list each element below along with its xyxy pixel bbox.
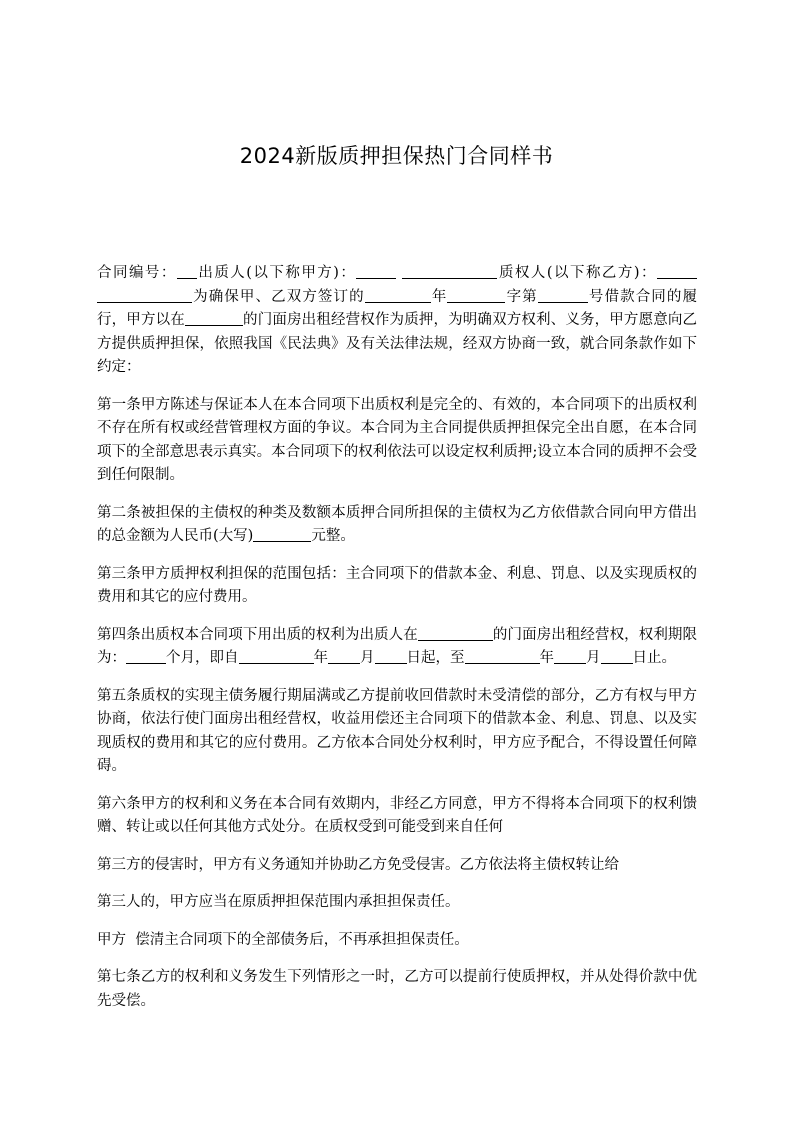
clause-2-end: 元整。 xyxy=(311,528,355,544)
amount-blank xyxy=(253,525,311,542)
clause-4-text-3: 个月，即自 xyxy=(166,650,239,666)
contract-number-blank xyxy=(177,262,197,279)
clause-4-text-2: 的门面房出租经营权，权利期限为： xyxy=(97,626,698,666)
pledgor-blank xyxy=(356,262,396,279)
end-month-blank xyxy=(554,647,586,664)
end-year-blank xyxy=(465,647,540,664)
intro-text: 为确保甲、乙双方签订的 xyxy=(192,288,365,305)
clause-3: 第三条甲方质押权利担保的范围包括：主合同项下的借款本金、利息、罚息、以及实现质权的费用和其它的应付费用。 xyxy=(97,565,697,605)
start-day-blank xyxy=(375,647,407,664)
jia-text: 偿清主合同项下的全部债务后，不再承担担保责任。 xyxy=(135,931,469,948)
clause-2 xyxy=(97,502,697,549)
clause-7: 第七条乙方的权利和义务发生下列情形之一时，乙方可以提前行使质押权，并从处得价款中优先受偿。 xyxy=(97,969,697,1009)
contract-number-label: 合同编号： xyxy=(97,265,177,281)
loan-number-blank xyxy=(538,286,588,303)
months-blank xyxy=(126,647,166,664)
pledgee-blank-2 xyxy=(97,286,192,303)
jia-paragraph xyxy=(97,929,697,953)
clause-4 xyxy=(97,624,697,671)
end-month-label: 月 xyxy=(586,650,601,666)
year-label: 年 xyxy=(430,288,448,305)
char-label: 字第 xyxy=(505,288,538,305)
document-body xyxy=(97,262,697,1027)
start-month-label: 月 xyxy=(360,650,375,666)
intro-text-3: 的门面房出租经营权作为质押，为明确双方权利、义务，甲方愿意向乙方提供质押担保，依照我国《民法典》及有关法律法规，经双方协商一致，就合同条款作如下约定： xyxy=(97,312,698,375)
end-day-label: 日止。 xyxy=(632,650,676,666)
third-party-paragraph-1: 第三方的侵害时，甲方有义务通知并协助乙方免受侵害。乙方依法将主债权转让给 xyxy=(97,856,619,873)
pledgor-label: 出质人(以下称甲方)： xyxy=(196,265,357,281)
property-blank xyxy=(418,624,493,641)
end-day-blank xyxy=(601,647,633,664)
start-year-blank xyxy=(239,647,314,664)
clause-6: 第六条甲方的权利和义务在本合同有效期内，非经乙方同意，甲方不得将本合同项下的权利馈赠、转让或以任何其他方式处分。在质权受到可能受到来自任何 xyxy=(97,795,697,835)
third-party-paragraph-2: 第三人的，甲方应当在原质押担保范围内承担担保责任。 xyxy=(97,894,460,910)
end-year-label: 年 xyxy=(539,650,554,666)
year-blank xyxy=(365,286,431,303)
clause-5: 第五条质权的实现主债务履行期届满或乙方提前收回借款时未受清偿的部分，乙方有权与甲方协商，依法行使门面房出租经营权，收益用偿还主合同项下的借款本金、利息、罚息、以及实现质权的费用和其它的应付费用。乙方依本合同处分权利时，甲方应予配合，不得设置任何障碍。 xyxy=(97,687,697,774)
document-title: 2024新版质押担保热门合同样书 xyxy=(239,144,554,168)
location-blank xyxy=(185,309,243,326)
pledgor-blank-2 xyxy=(402,262,497,279)
start-day-label: 日起，至 xyxy=(406,650,465,666)
pledgee-label: 质权人(以下称乙方)： xyxy=(497,265,657,281)
jia-label: 甲方 xyxy=(97,931,126,948)
start-year-label: 年 xyxy=(313,650,328,666)
clause-4-text: 第四条出质权本合同项下用出质的权利为出质人在 xyxy=(97,626,418,643)
clause-1: 第一条甲方陈述与保证本人在本合同项下出质权利是完全的、有效的，本合同项下的出质权利不存在所有权或经营管理权方面的争议。本合同为主合同提供质押担保完全出自愿，在本合同项下的全部意思表示真实。本合同项下的权利依法可以设定权利质押;设立本合同的质押不会受到任何限制。 xyxy=(97,396,697,483)
intro-text-2: 号借款合同的履行，甲方以在 xyxy=(97,288,698,328)
char-blank xyxy=(447,286,505,303)
pledgee-blank xyxy=(657,262,697,279)
start-month-blank xyxy=(328,647,360,664)
intro-paragraph xyxy=(97,262,697,380)
clause-2-text: 第二条被担保的主债权的种类及数额本质押合同所担保的主债权为乙方依借款合同向甲方借出的总金额为人民币(大写) xyxy=(97,504,697,544)
